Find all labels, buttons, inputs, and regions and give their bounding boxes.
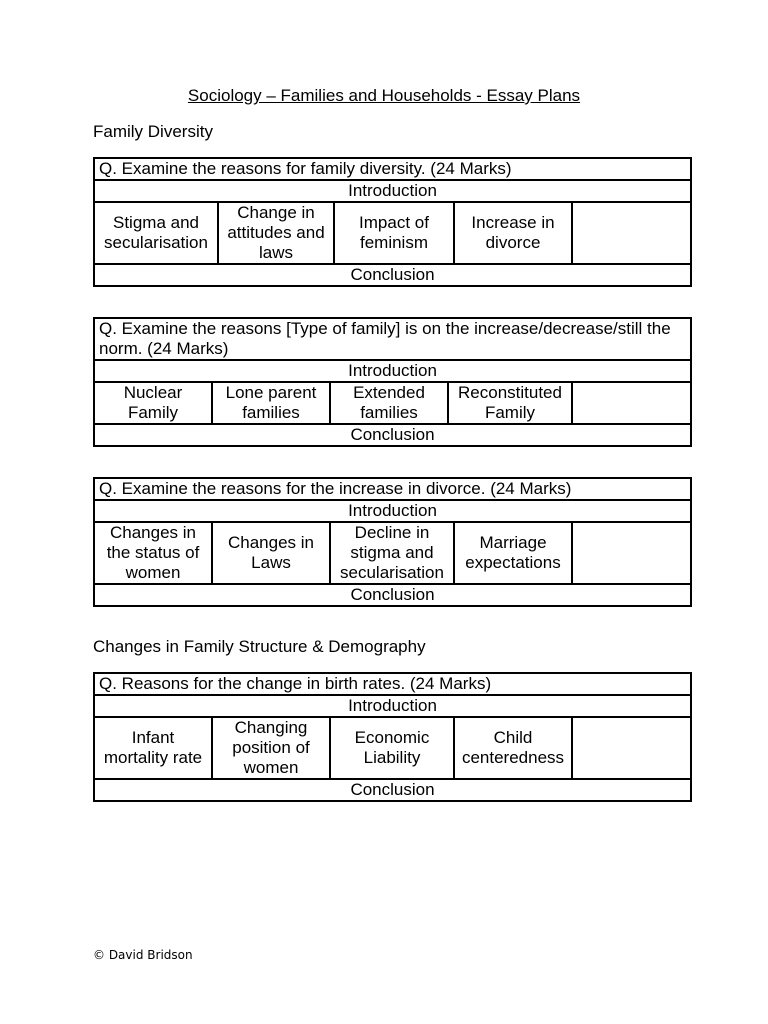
conclusion-row: Conclusion xyxy=(94,779,691,801)
plan-point: Infant mortality rate xyxy=(94,717,212,779)
plan-point: Extended families xyxy=(330,382,448,424)
document-title: Sociology – Families and Households - Essay Plans xyxy=(187,86,581,105)
plan-point: Lone parent families xyxy=(212,382,330,424)
plan-point: Impact of feminism xyxy=(334,202,454,264)
conclusion-row: Conclusion xyxy=(94,424,691,446)
introduction-row: Introduction xyxy=(94,360,691,382)
plan-point: Change in attitudes and laws xyxy=(218,202,334,264)
plan-point: Changes in the status of women xyxy=(94,522,212,584)
introduction-row: Introduction xyxy=(94,180,691,202)
plan-point-empty xyxy=(572,202,691,264)
plan-point: Decline in stigma and secularisation xyxy=(330,522,454,584)
introduction-row: Introduction xyxy=(94,695,691,717)
plan-point: Reconstituted Family xyxy=(448,382,572,424)
footer-copyright: © David Bridson xyxy=(93,948,193,962)
plan-point: Marriage expectations xyxy=(454,522,572,584)
plan-point: Increase in divorce xyxy=(454,202,572,264)
plan-point-empty xyxy=(572,382,691,424)
introduction-row: Introduction xyxy=(94,500,691,522)
essay-plan-table xyxy=(93,672,692,802)
plan-point: Nuclear Family xyxy=(94,382,212,424)
essay-plan-table xyxy=(93,477,692,607)
conclusion-row: Conclusion xyxy=(94,264,691,286)
plan-point: Changing position of women xyxy=(212,717,330,779)
essay-question: Q. Examine the reasons [Type of family] is on the increase/decrease/still the norm. (24 Marks) xyxy=(94,318,691,360)
plan-point: Economic Liability xyxy=(330,717,454,779)
plan-point: Child centeredness xyxy=(454,717,572,779)
section-heading-family-diversity: Family Diversity xyxy=(93,122,213,141)
section-heading-family-structure: Changes in Family Structure & Demography xyxy=(93,637,426,656)
essay-plan-table xyxy=(93,157,692,287)
essay-question: Q. Examine the reasons for the increase in divorce. (24 Marks) xyxy=(94,478,691,500)
conclusion-row: Conclusion xyxy=(94,584,691,606)
plan-point: Stigma and secularisation xyxy=(94,202,218,264)
essay-question: Q. Reasons for the change in birth rates. (24 Marks) xyxy=(94,673,691,695)
essay-plan-table xyxy=(93,317,692,447)
essay-question: Q. Examine the reasons for family diversity. (24 Marks) xyxy=(94,158,691,180)
plan-point-empty xyxy=(572,717,691,779)
plan-point: Changes in Laws xyxy=(212,522,330,584)
plan-point-empty xyxy=(572,522,691,584)
